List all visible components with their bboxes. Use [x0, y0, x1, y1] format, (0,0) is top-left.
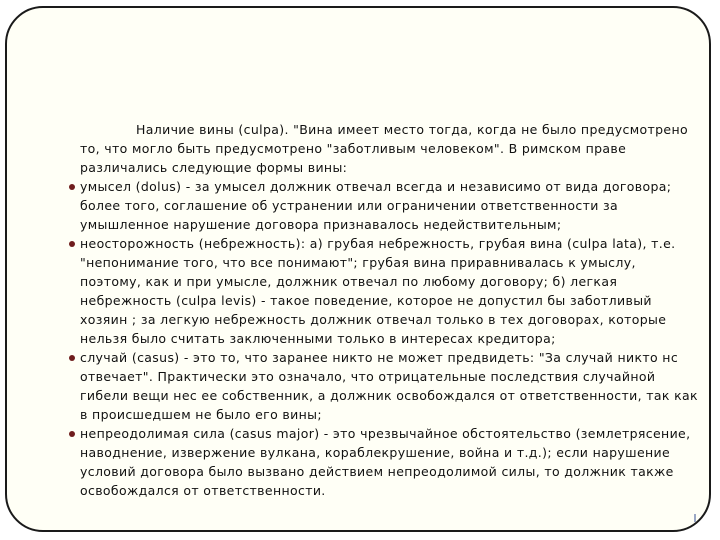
bullet-icon	[69, 355, 75, 361]
list-item-text: непреодолимая сила (casus major) - это чрезвычайное обстоятельство (землетрясение, наводнение, извержение вулкана, кораблекрушение, война и т.д.); если нарушение условий договора было вызвано действием непреодолимой силы, то должник также освобождался от ответственности.	[80, 426, 691, 498]
list-item-casus	[80, 348, 698, 424]
list-item-culpa	[80, 234, 698, 348]
list-item-text: умысел (dolus) - за умысел должник отвечал всегда и независимо от вида договора; более того, соглашение об устранении или ограничении ответственности за умышленное нарушение договора признавалось недействительным;	[80, 179, 672, 232]
list-item-text: неосторожность (небрежность): а) грубая небрежность, грубая вина (culpa lata), т.е. "непонимание того, что все понимают"; грубая вина приравнивалась к умыслу, поэтому, как и при умысле, должник отвечал по любому договору; б) легкая небрежность (culpa levis) - такое поведение, которое не допустил бы заботливый хозяин ; за легкую небрежность должник отвечал только в тех договорах, которые нельзя было считать заключенными только в интересах кредитора;	[80, 236, 676, 346]
intro-paragraph: Наличие вины (culpa). "Вина имеет место тогда, когда не было предусмотрено то, что могло быть предусмотрено "заботливым человеком". В римском праве различались следующие формы вины:	[80, 122, 688, 175]
bullet-icon	[69, 431, 75, 437]
fault-forms-list	[80, 177, 698, 500]
bullet-icon	[69, 184, 75, 190]
bullet-icon	[69, 241, 75, 247]
slide-text	[80, 120, 698, 500]
decorative-mark	[694, 514, 696, 522]
list-item-dolus	[80, 177, 698, 234]
list-item-casus-major	[80, 424, 698, 500]
list-item-text: случай (casus) - это то, что заранее никто не может предвидеть: "За случай никто нс отвечает". Практически это означало, что отрицательные последствия случайной гибели вещи нес ее собственник, а должник освобождался от ответственности, так как в происшедшем не было его вины;	[80, 350, 698, 422]
